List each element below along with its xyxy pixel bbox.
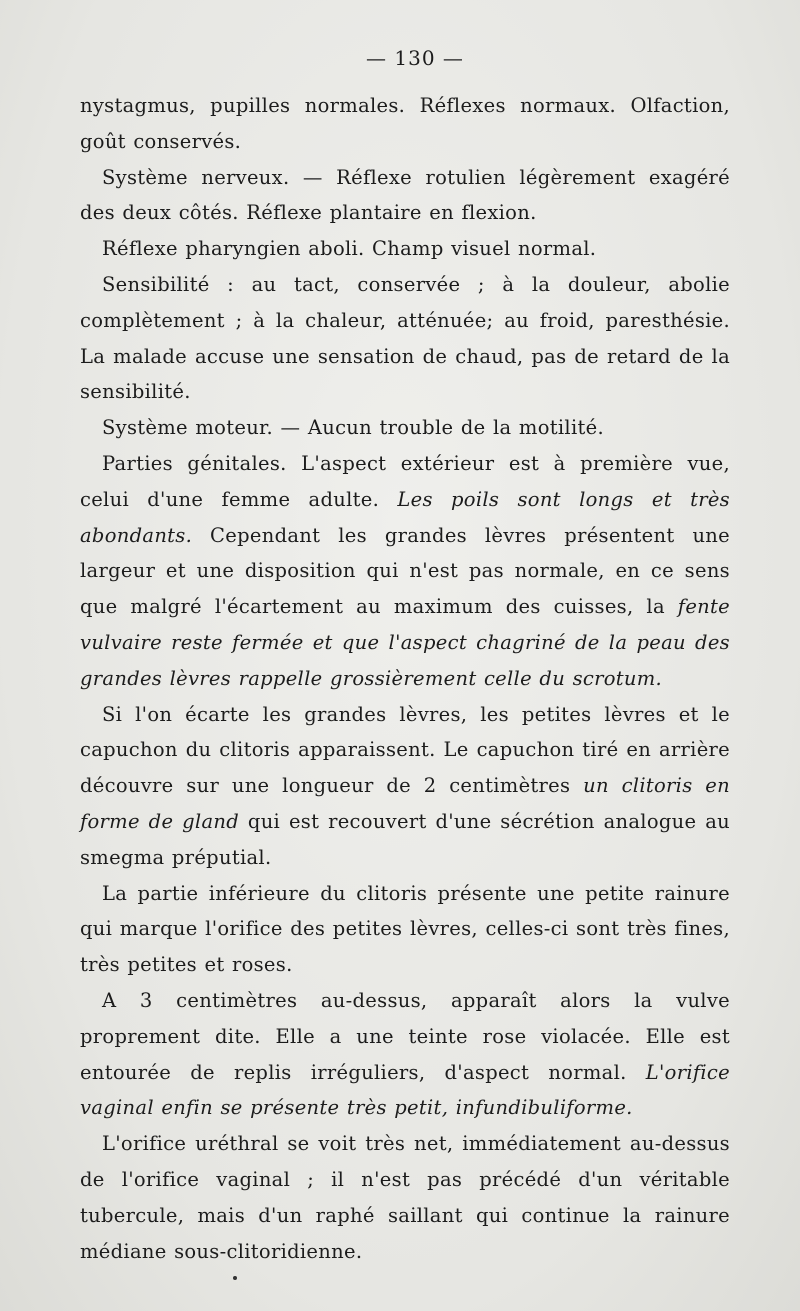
- paragraph: [80, 697, 730, 876]
- text-segment: La partie inférieure du clitoris présente une petite rainure qui marque l'orifice des petites lèvres, celles-ci sont très fines, très petites et roses.: [80, 881, 730, 977]
- paragraph: [80, 1126, 730, 1269]
- paragraph: [80, 983, 730, 1126]
- text-segment: A 3 centimètres au-dessus, apparaît alors la vulve proprement dite. Elle a une teinte rose violacée. Elle est entourée de replis irréguliers, d'aspect normal.: [80, 988, 730, 1084]
- paragraph: [80, 231, 730, 267]
- paragraph: [80, 160, 730, 232]
- paragraph: [80, 446, 730, 697]
- text-segment: L'orifice uréthral se voit très net, immédiatement au-dessus de l'orifice vaginal ; il n'est pas précédé d'un véritable tubercule, mais d'un raphé saillant qui continue la rainure médiane sous-clitoridienne.: [80, 1132, 730, 1263]
- paragraph: [80, 88, 730, 160]
- page-number: — 130 —: [366, 46, 464, 70]
- text-segment: Parties génitales. L'aspect extérieur est à première vue, celui d'une femme adulte.: [80, 451, 730, 511]
- text-segment: Sensibilité : au tact, conservée ; à la douleur, abolie complètement ; à la chaleur, atténuée; au froid, paresthésie. La malade accuse une sensation de chaud, pas de retard de la sensibilité.: [80, 272, 730, 404]
- text-segment: Si l'on écarte les grandes lèvres, les petites lèvres et le capuchon du clitoris apparaissent. Le capuchon tiré en arrière découvre sur une longueur de 2 centimètres: [80, 702, 730, 798]
- text-segment: Système nerveux. — Réflexe rotulien légèrement exagéré des deux côtés. Réflexe plantaire en flexion.: [80, 165, 730, 225]
- ink-speck: [233, 1276, 237, 1280]
- text-segment: nystagmus, pupilles normales. Réflexes normaux. Olfaction, goût conservés.: [80, 94, 730, 153]
- text-segment: Système moteur. — Aucun trouble de la motilité.: [102, 416, 604, 440]
- italic-text: fente vulvaire reste fermée et que l'aspect chagriné de la peau des grandes lèvres rappelle grossièrement celle du scrotum.: [80, 595, 730, 690]
- paragraph: [80, 410, 730, 446]
- text-segment: qui est recouvert d'une sécrétion analogue au smegma préputial.: [80, 809, 730, 869]
- italic-text: Les poils sont longs et très abondants.: [80, 487, 730, 547]
- text-segment: Cependant les grandes lèvres présentent une largeur et une disposition qui n'est pas normale, en ce sens que malgré l'écartement au maximum des cuisses, la: [80, 523, 730, 619]
- italic-text: un clitoris en forme de gland: [80, 774, 730, 833]
- text-segment: Réflexe pharyngien aboli. Champ visuel normal.: [102, 237, 597, 261]
- paragraph: [80, 267, 730, 410]
- italic-text: L'orifice vaginal enfin se présente très petit, infundibuliforme.: [80, 1060, 730, 1120]
- body-text: [80, 88, 730, 1269]
- paragraph: [80, 876, 730, 983]
